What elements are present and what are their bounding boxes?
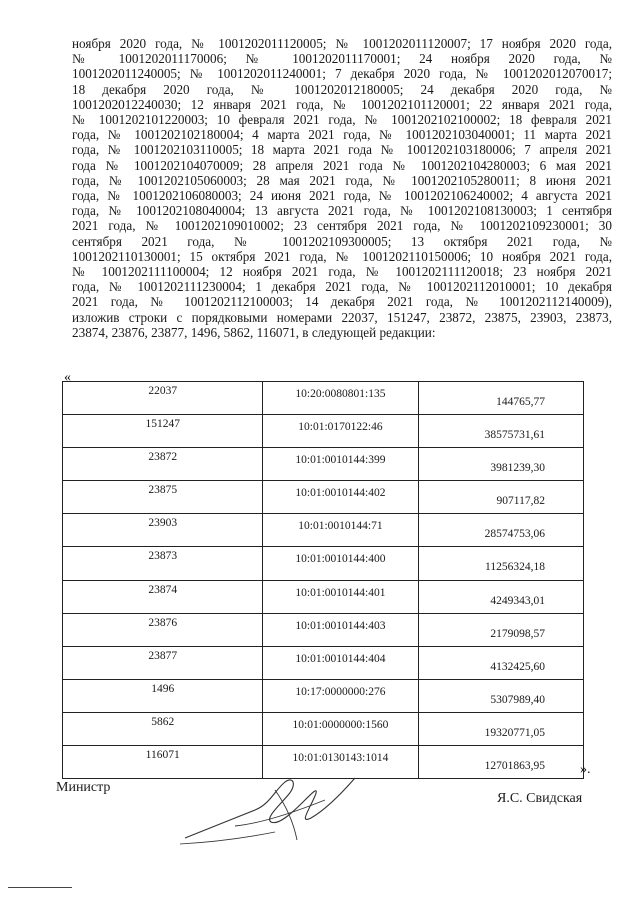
paragraph-line: сентября 2021 года, № 1001202109300005; 13 октября 2021 года, №: [72, 233, 612, 249]
table-row: [63, 679, 584, 712]
cadastral-value-cell: [418, 415, 583, 448]
cadastral-number-cell: [263, 646, 418, 679]
cadastral-number-cell: [263, 415, 418, 448]
cadastral-number-cell: [263, 547, 418, 580]
paragraph-line: 1001202110130001; 15 октября 2021 года, № 1001202110150006; 10 ноября 2021 года,: [72, 248, 612, 264]
row-number-cell: [63, 415, 263, 448]
cadastral-value-cell: [418, 746, 583, 779]
paragraph-line: года, № 1001202106080003; 24 июня 2021 года, № 1001202106240002; 4 августа 2021: [72, 188, 612, 204]
cell-text: 23877: [148, 649, 178, 662]
signatory-name: Я.С. Свидская: [497, 791, 583, 806]
paragraph-line: года, № 1001202108040004; 13 августа 2021 года, № 1001202108130003; 1 сентября: [72, 203, 612, 219]
cell-text: 10:01:0130143:1014: [292, 752, 389, 765]
table-row: [63, 448, 584, 481]
table-row: [63, 547, 584, 580]
cadastral-number-cell: [263, 613, 418, 646]
cell-text: 2179098,57: [490, 627, 545, 640]
cell-text: 28574753,06: [484, 528, 545, 541]
paragraph-line: года, № 1001202111230004; 1 декабря 2021 года, № 1001202112010001; 10 декабря: [72, 279, 612, 295]
cadastral-number-cell: [263, 448, 418, 481]
cell-text: 10:01:0010144:403: [295, 619, 386, 632]
cell-text: 10:01:0000000:1560: [292, 718, 389, 731]
cadastral-number-cell: [263, 580, 418, 613]
cell-text: 907117,82: [496, 495, 545, 508]
table-row: [63, 415, 584, 448]
cadastral-value-cell: [418, 646, 583, 679]
row-number-cell: [63, 514, 263, 547]
cell-text: 5862: [151, 715, 175, 728]
table-row: [63, 481, 584, 514]
cell-text: 10:01:0010144:71: [298, 520, 383, 533]
paragraph-line: 2021 года, № 1001202109010002; 23 сентября 2021 года, № 1001202109230001; 30: [72, 218, 612, 234]
row-number-cell: [63, 481, 263, 514]
cell-text: 10:01:0170122:46: [298, 421, 383, 434]
cell-text: 23873: [148, 550, 178, 563]
cell-text: 12701863,95: [484, 760, 545, 773]
cell-text: 116071: [145, 749, 180, 762]
cell-text: 5307989,40: [490, 693, 545, 706]
cell-text: 23874: [148, 583, 178, 596]
cadastral-value-cell: [418, 613, 583, 646]
row-number-cell: [63, 580, 263, 613]
paragraph-line: изложив строки с порядковыми номерами 22037, 151247, 23872, 23875, 23903, 23873,: [72, 309, 612, 325]
cadastral-number-cell: [263, 382, 418, 415]
row-number-cell: [63, 448, 263, 481]
paragraph-line: № 1001202011170006; № 1001202011170001; 24 ноября 2020 года, №: [72, 51, 612, 67]
closing-quote: ».: [580, 762, 591, 777]
row-number-cell: [63, 382, 263, 415]
cell-text: 23875: [148, 484, 178, 497]
footnote-separator: [8, 887, 72, 888]
paragraph-line: № 1001202101220003; 10 февраля 2021 года, № 1001202102100002; 18 февраля 2021: [72, 112, 612, 128]
cell-text: 10:01:0010144:399: [295, 454, 386, 467]
row-number-cell: [63, 613, 263, 646]
cadastral-value-cell: [418, 382, 583, 415]
table-row: [63, 382, 584, 415]
row-number-cell: [63, 712, 263, 745]
cell-text: 23876: [148, 616, 178, 629]
table-row: [63, 613, 584, 646]
table-row: [63, 514, 584, 547]
paragraph-line: года, № 1001202103110005; 18 марта 2021 года № 1001202103180006; 7 апреля 2021: [72, 142, 612, 158]
cell-text: 22037: [148, 385, 178, 397]
paragraph-line: 2021 года, № 1001202112100003; 14 декабря 2021 года, № 1001202112140009),: [72, 294, 612, 310]
cadastral-value-cell: [418, 481, 583, 514]
cell-text: 23903: [148, 517, 178, 530]
paragraph-line: 23874, 23876, 23877, 1496, 5862, 116071, в следующей редакции:: [72, 324, 436, 340]
cadastral-value-cell: [418, 514, 583, 547]
handwritten-signature: [175, 760, 375, 850]
table-row: [63, 712, 584, 745]
cadastral-value-cell: [418, 679, 583, 712]
cell-text: 144765,77: [496, 396, 545, 408]
table-row: [63, 646, 584, 679]
paragraph-line: 1001202011240005; № 1001202011240001; 7 декабря 2020 года, № 1001202012070017;: [72, 66, 612, 82]
cell-text: 3981239,30: [490, 462, 545, 475]
opening-quote: «: [64, 370, 71, 385]
paragraph-line: года, № 1001202105060003; 28 мая 2021 года, № 1001202105280011; 8 июня 2021: [72, 172, 612, 188]
row-number-cell: [63, 547, 263, 580]
cell-text: 10:20:0080801:135: [295, 388, 386, 400]
cadastral-value-table: [62, 381, 584, 779]
paragraph-line: года, № 1001202102180004; 4 марта 2021 года, № 1001202103040001; 11 марта 2021: [72, 127, 612, 143]
cell-text: 10:01:0010144:401: [295, 586, 386, 599]
paragraph-line: ноября 2020 года, № 1001202011120005; № 1001202011120007; 17 ноября 2020 года,: [72, 36, 612, 51]
cell-text: 4249343,01: [490, 594, 545, 607]
cell-text: 151247: [145, 418, 180, 431]
cell-text: 38575731,61: [484, 429, 545, 442]
cadastral-value-cell: [418, 712, 583, 745]
signatory-title: Министр: [56, 780, 111, 795]
cell-text: 10:01:0010144:402: [295, 487, 386, 500]
paragraph-line: 18 декабря 2020 года, № 1001202012180005; 24 декабря 2020 года, №: [72, 81, 612, 97]
paragraph-line: 1001202012240030; 12 января 2021 года, № 1001202101120001; 22 января 2021 года,: [72, 96, 612, 112]
cell-text: 10:17:0000000:276: [295, 685, 386, 698]
cadastral-value-cell: [418, 448, 583, 481]
cell-text: 1496: [151, 682, 175, 695]
cadastral-value-cell: [418, 547, 583, 580]
paragraph-line: года № 1001202104070009; 28 апреля 2021 года № 1001202104280003; 6 мая 2021: [72, 157, 612, 173]
cadastral-number-cell: [263, 679, 418, 712]
cell-text: 11256324,18: [485, 561, 545, 574]
cadastral-number-cell: [263, 481, 418, 514]
cadastral-value-cell: [418, 580, 583, 613]
cell-text: 19320771,05: [484, 726, 545, 739]
row-number-cell: [63, 679, 263, 712]
cell-text: 10:01:0010144:404: [295, 652, 386, 665]
table-row: [63, 580, 584, 613]
cadastral-number-cell: [263, 712, 418, 745]
paragraph-line: № 1001202111100004; 12 ноября 2021 года, № 1001202111120018; 23 ноября 2021: [72, 264, 612, 280]
cell-text: 23872: [148, 451, 178, 464]
cell-text: 10:01:0010144:400: [295, 553, 386, 566]
cadastral-number-cell: [263, 514, 418, 547]
cell-text: 4132425,60: [490, 660, 545, 673]
body-paragraph: [72, 36, 612, 340]
row-number-cell: [63, 646, 263, 679]
